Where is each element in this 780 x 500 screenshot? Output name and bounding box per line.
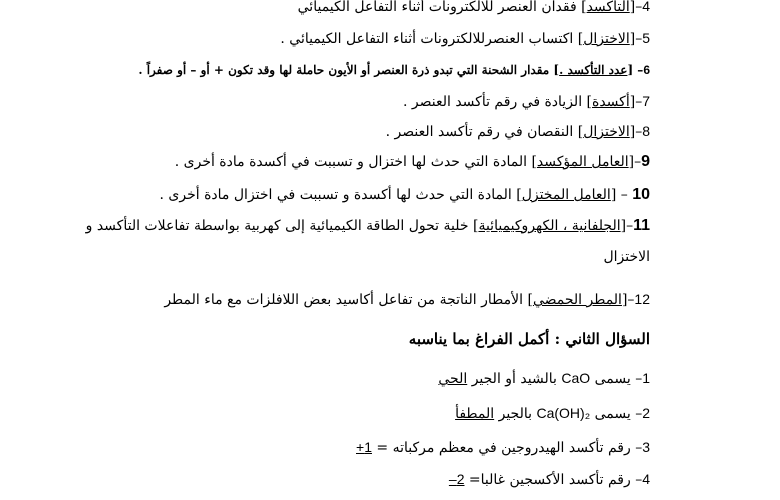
answer: 1+ [356, 439, 372, 455]
chemical-formula: CaO [561, 370, 591, 386]
term: عدد التأكسد . [559, 63, 628, 77]
definition-item: 5–[الاختزال] اكتساب العنصرللالكترونات أثناء التفاعل الكيميائي . [280, 30, 650, 47]
item-number: 4 [642, 0, 650, 14]
item-number: 2 [642, 405, 650, 421]
definition-continuation: الاختزال [603, 249, 650, 265]
term: أكسدة [592, 94, 630, 110]
item-number: 11 [633, 217, 650, 234]
definition-item: 7–[أكسدة] الزيادة في رقم تأكسد العنصر . [402, 93, 650, 110]
item-number: 8 [642, 123, 650, 139]
fill-item: 1– يسمى CaO بالشيد أو الجير الحي [438, 370, 650, 387]
definition-item: 4–[التأكسد] فقدان العنصر للالكترونات أثناء التفاعل الكيميائي [297, 0, 650, 15]
item-number: 6 [643, 63, 650, 77]
item-number: 12 [634, 291, 650, 307]
definition-item: 10 – [العامل المختزل] المادة التي حدث لها أكسدة و تسببت في اختزال مادة أخرى . [159, 186, 650, 203]
item-number: 3 [642, 439, 650, 455]
definition-item: 6– [عدد التأكسد .] مقدار الشحنة التي تبدو ذرة العنصر أو الأيون حاملة لها وقد تكون + أو – أو صفراً . [138, 63, 650, 77]
fill-item: 4– رقم تأكسد الأكسجين غالبا= 2– [448, 471, 650, 488]
fill-item: 2– يسمى Ca(OH)₂ بالجير المطفأ [455, 405, 650, 422]
term: التأكسد [586, 0, 630, 15]
term: المطر الحمضي [532, 292, 622, 308]
chemical-formula: Ca(OH)₂ [536, 405, 591, 421]
item-number: 4 [642, 471, 650, 487]
fill-item: 3– رقم تأكسد الهيدروجين في معظم مركباته = 1+ [356, 439, 650, 456]
term: الاختزال [583, 124, 630, 140]
definition-item: 11–[الجلفانية ، الكهروكيميائية] خلية تحول الطاقة الكيميائية إلى كهربية بواسطة تفاعلات التأكسد و [85, 217, 650, 234]
definition-item: 8–[الاختزال] النقصان في رقم تأكسد العنصر . [385, 123, 650, 140]
item-number: 5 [642, 30, 650, 46]
item-number: 10 [632, 186, 650, 203]
answer: الحي [438, 371, 468, 387]
definition-item: 9–[العامل المؤكسد] المادة التي حدث لها اختزال و تسببت في أكسدة مادة أخرى . [174, 153, 650, 170]
item-number: 9 [641, 153, 650, 170]
term: العامل المؤكسد [536, 154, 629, 170]
term: الجلفانية ، الكهروكيميائية [478, 218, 621, 234]
item-number: 1 [642, 370, 650, 386]
answer: المطفأ [455, 406, 495, 422]
term: الاختزال [583, 31, 630, 47]
answer: 2– [448, 471, 465, 487]
section-heading: السؤال الثاني : أكمل الفراغ بما يناسبه [408, 330, 650, 348]
term: العامل المختزل [521, 187, 611, 203]
definition-item: 12–[المطر الحمضي] الأمطار الناتجة من تفاعل أكاسيد بعض اللافلزات مع ماء المطر [164, 291, 650, 308]
item-number: 7 [642, 93, 650, 109]
